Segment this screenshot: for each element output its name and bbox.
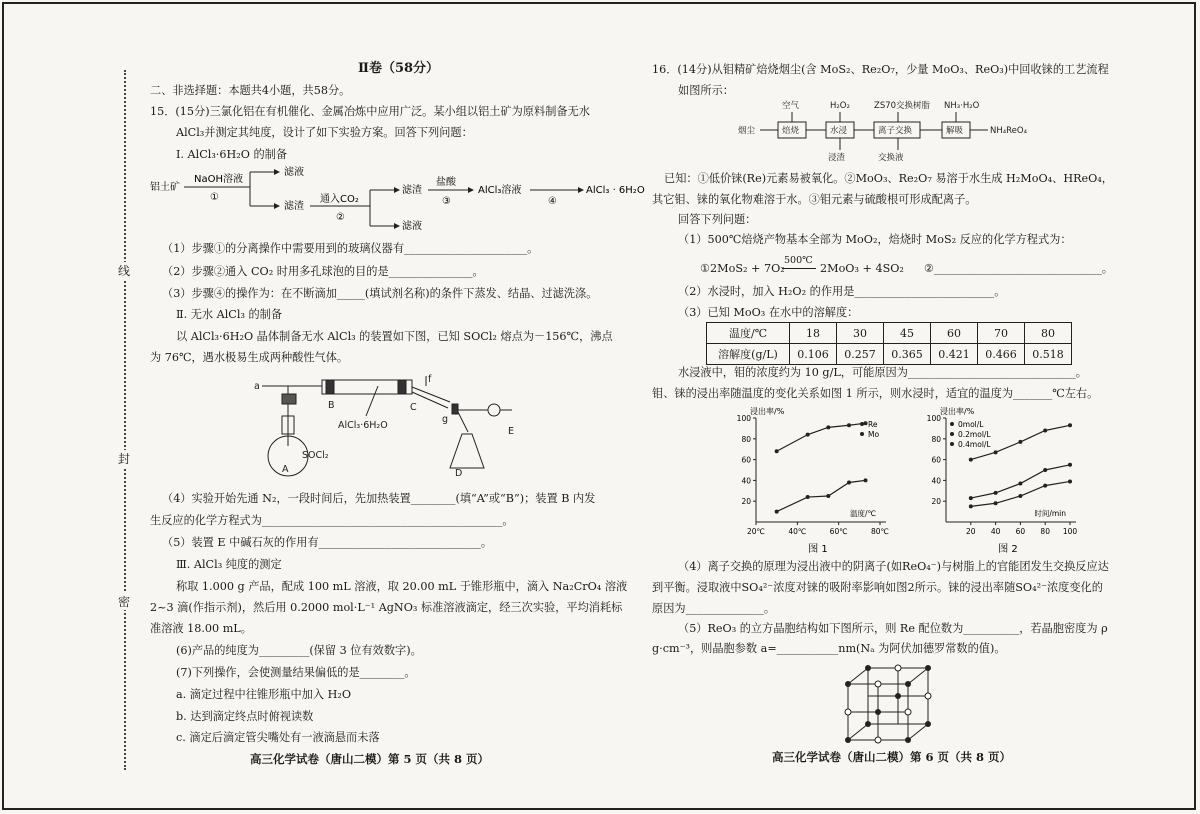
- y-tick-label: 100: [736, 414, 751, 423]
- equation-arrow: [782, 268, 816, 269]
- equation-2: ②______________________________。: [924, 262, 1114, 275]
- q16-sub5-line1: （5）ReO₃ 的立方晶胞结构如下图所示，则 Re 配位数为__________，若晶胞密度为 ρ: [678, 622, 1108, 635]
- legend-entry: Mo: [868, 430, 880, 439]
- q15-sub4-line2: 生反应的化学方程式为___________________________________________。: [150, 514, 514, 527]
- answer-intro: 回答下列问题：: [678, 213, 757, 226]
- q15-sub2: （2）步骤②通入 CO₂ 时用多孔球泡的目的是_______________。: [162, 265, 484, 278]
- y-tick-label: 100: [926, 414, 941, 423]
- temp-5: 80: [1025, 323, 1072, 344]
- x-tick-label: 20: [966, 527, 976, 536]
- x-tick-label: 100: [1062, 527, 1078, 536]
- para-line2: 钼、铼的浸出率随温度的变化关系如图 1 所示，则水浸时，适宜的温度为_______℃左右。: [652, 387, 1099, 400]
- data-point: [1068, 423, 1072, 427]
- x-tick-label: 60℃: [829, 527, 848, 536]
- data-point: [1068, 479, 1072, 483]
- data-point: [1068, 463, 1072, 467]
- x-tick-label: 40: [990, 527, 1001, 536]
- part1-heading: Ⅰ. AlCl₃·6H₂O 的制备: [176, 148, 288, 161]
- y-tick-label: 20: [931, 497, 941, 507]
- legend-entry: Re: [868, 420, 878, 429]
- legend-marker: [860, 422, 864, 426]
- flow-step4: ④: [548, 196, 557, 207]
- x-tick-label: 40℃: [788, 527, 807, 536]
- flow-in3: ZS70交换树脂: [874, 101, 931, 111]
- chart-title: 图 1: [808, 544, 828, 555]
- flow2-start: 烟尘: [738, 126, 756, 136]
- temp-1: 30: [837, 323, 884, 344]
- data-point: [994, 491, 998, 495]
- data-point: [826, 494, 830, 498]
- flow-out3: 交换液: [878, 153, 904, 163]
- data-point: [806, 433, 810, 437]
- flow-out2: 浸渣: [828, 153, 846, 163]
- y-tick-label: 20: [741, 497, 751, 507]
- rhenium-flowchart: [738, 98, 1078, 164]
- section-title: Ⅱ卷（58分）: [358, 61, 440, 76]
- reo3-unit-cell: [838, 664, 938, 744]
- solub-4: 0.466: [978, 344, 1025, 365]
- legend-marker: [950, 442, 954, 446]
- x-tick-label: 20℃: [747, 527, 765, 536]
- part2-heading: Ⅱ. 无水 AlCl₃ 的制备: [176, 308, 283, 321]
- flow-filtrate2: 滤渣: [402, 185, 422, 196]
- q16-sub4-line3: 原因为______________。: [652, 602, 776, 615]
- q15-sub4-line1: （4）实验开始先通 N₂，一段时间后，先加热装置________(填“A”或“B”)；装置 B 内发: [162, 492, 596, 505]
- data-point: [994, 450, 998, 454]
- data-point: [847, 423, 851, 427]
- flow-step1: ①: [210, 192, 219, 203]
- legend-marker: [950, 432, 954, 436]
- option-a: a. 滴定过程中往锥形瓶中加入 H₂O: [176, 688, 352, 701]
- q16-sub5-line2: g·cm⁻³，则晶胞参数 a=___________nm(Nₐ 为阿伏加德罗常数的值)。: [652, 642, 1006, 655]
- chart-figure-2: [918, 404, 1088, 554]
- part3-line2: 2~3 滴(作指示剂)，然后用 0.2000 mol·L⁻¹ AgNO₃ 标准溶液滴定，经三次实验，平均消耗标: [150, 601, 623, 614]
- solub-1: 0.257: [837, 344, 884, 365]
- q15-sub1: （1）步骤①的分离操作中需要用到的玻璃仪器有______________________。: [162, 242, 539, 255]
- legend-entry: 0.4mol/L: [958, 440, 991, 449]
- y-tick-label: 60: [741, 455, 751, 465]
- label-alcl3: AlCl₃·6H₂O: [338, 420, 388, 431]
- series-line-1: [971, 465, 1070, 498]
- label-D: D: [455, 468, 463, 479]
- equation-left: ①2MoS₂ + 7O₂: [700, 262, 785, 275]
- data-point: [775, 510, 779, 514]
- q16-sub1: （1）500℃焙烧产物基本全部为 MoO₂，焙烧时 MoS₂ 反应的化学方程式为：: [678, 233, 1072, 246]
- data-point: [969, 458, 973, 462]
- known-line1: 已知：①低价铼(Re)元素易被氧化。②MoO₃、Re₂O₇ 易溶于水生成 H₂MoO₄、HReO₄，: [664, 172, 1113, 185]
- q15-sub6: (6)产品的纯度为_________(保留 3 位有效数字)。: [176, 644, 422, 657]
- y-axis-label: 浸出率/%: [940, 407, 975, 416]
- table-header-temp: 温度/℃: [707, 323, 790, 344]
- q16-sub3: （3）已知 MoO₃ 在水中的溶解度：: [678, 306, 859, 319]
- flow-filtrate1: 滤液: [284, 167, 304, 178]
- solub-5: 0.518: [1025, 344, 1072, 365]
- apparatus-diagram: [250, 372, 530, 480]
- x-axis-label: 温度/℃: [850, 509, 876, 518]
- y-tick-label: 40: [741, 476, 751, 486]
- data-point: [969, 504, 973, 508]
- binding-line: [124, 70, 126, 770]
- flow-box3: 离子交换: [878, 126, 913, 136]
- flow-box1: 焙烧: [782, 126, 800, 136]
- flow-reagent1: NaOH溶液: [194, 174, 243, 185]
- label-C: C: [410, 402, 417, 413]
- y-axis-label: 浸出率/%: [750, 407, 785, 416]
- data-point: [1018, 440, 1022, 444]
- flow-residue2: 滤液: [402, 221, 422, 232]
- data-point: [847, 480, 851, 484]
- label-f: f: [428, 374, 432, 385]
- flow-box2: 水浸: [830, 126, 848, 136]
- solubility-table: [706, 322, 1072, 365]
- flow-product: NH₄ReO₄: [990, 126, 1028, 136]
- q16-sub4-line1: （4）离子交换的原理为浸出液中的阴离子(如ReO₄⁻)与树脂上的官能团发生交换反应达: [678, 560, 1109, 573]
- part3-heading: Ⅲ. AlCl₃ 纯度的测定: [176, 558, 282, 571]
- q16-sub4-line2: 到平衡。浸取液中SO₄²⁻浓度对铼的吸附率影响如图2所示。铼的浸出率随SO₄²⁻浓度变化的: [652, 581, 1103, 594]
- series-line-0: [777, 423, 866, 451]
- q16-line1: 16．(14分)从钼精矿焙烧烟尘(含 MoS₂、Re₂O₇，少量 MoO₃、ReO₃)中回收铼的工艺流程: [652, 63, 1109, 76]
- q16-sub2: （2）水浸时，加入 H₂O₂ 的作用是_________________________。: [678, 285, 1006, 298]
- label-A: A: [282, 464, 289, 475]
- legend-marker: [860, 432, 864, 436]
- known-line2: 其它钼、铼的氧化物难溶于水。③钼元素与硫酸根可形成配离子。: [652, 193, 977, 206]
- footer-page6: 高三化学试卷（唐山二模）第 6 页（共 8 页）: [772, 750, 1012, 764]
- y-tick-label: 80: [741, 434, 751, 444]
- binding-char-3: 密: [118, 595, 131, 609]
- data-point: [1043, 484, 1047, 488]
- flow-in2: H₂O₂: [830, 101, 850, 111]
- x-tick-label: 80: [1040, 527, 1050, 536]
- table-header-solubility: 溶解度(g/L): [707, 344, 790, 365]
- equation-condition: 500℃: [784, 255, 813, 266]
- flow-product3: AlCl₃溶液: [478, 185, 522, 196]
- solub-0: 0.106: [790, 344, 837, 365]
- binding-char-2: 封: [118, 452, 131, 466]
- legend-marker: [950, 422, 954, 426]
- q15-sub3: （3）步骤④的操作为：在不断滴加_____(填试剂名称)的条件下蒸发、结晶、过滤洗涤。: [162, 287, 598, 300]
- solub-2: 0.365: [884, 344, 931, 365]
- option-b: b. 达到滴定终点时俯视读数: [176, 710, 314, 723]
- q15-line2: AlCl₃并测定其纯度，设计了如下实验方案。回答下列问题：: [176, 126, 473, 139]
- q16-line2: 如图所示：: [678, 84, 734, 97]
- flow-product4: AlCl₃ · 6H₂O: [586, 185, 645, 196]
- legend-entry: 0.2mol/L: [958, 430, 991, 439]
- chart-title: 图 2: [998, 544, 1018, 555]
- label-a: a: [254, 381, 260, 392]
- x-axis-label: 时间/min: [1034, 509, 1066, 518]
- series-line-1: [777, 480, 866, 511]
- data-point: [1043, 428, 1047, 432]
- binding-char-1: 线: [118, 264, 131, 278]
- alcl3-flowchart: [150, 162, 645, 234]
- label-g: g: [442, 414, 449, 425]
- data-point: [1043, 468, 1047, 472]
- temp-2: 45: [884, 323, 931, 344]
- flow-in1: 空气: [782, 101, 800, 111]
- data-point: [864, 421, 868, 425]
- flow-residue1: 滤渣: [284, 201, 304, 212]
- flow-in4: NH₃·H₂O: [944, 101, 980, 111]
- legend-entry: 0mol/L: [958, 420, 984, 429]
- q15-sub7: (7)下列操作，会使测量结果偏低的是________。: [176, 666, 416, 679]
- q15-sub5: （5）装置 E 中碱石灰的作用有_____________________________。: [162, 536, 493, 549]
- equation-right: 2MoO₃ + 4SO₂: [820, 262, 904, 275]
- option-c: c. 滴定后滴定管尖嘴处有一液滴悬而未落: [176, 731, 380, 744]
- flow-step3: ③: [442, 196, 451, 207]
- q15-line1: 15．(15分)三氯化铝在有机催化、金属冶炼中应用广泛。某小组以铝土矿为原料制备无水: [150, 105, 590, 118]
- data-point: [826, 425, 830, 429]
- label-socl2: SOCl₂: [302, 450, 329, 461]
- x-tick-label: 80℃: [871, 527, 889, 536]
- temp-0: 18: [790, 323, 837, 344]
- data-point: [969, 496, 973, 500]
- y-tick-label: 80: [931, 434, 941, 444]
- flow-reagent3: 盐酸: [436, 177, 456, 188]
- flow-box4: 解吸: [946, 126, 964, 136]
- chart-figure-1: [728, 404, 898, 554]
- data-point: [994, 501, 998, 505]
- flow-step2: ②: [336, 212, 345, 223]
- part2-line1: 以 AlCl₃·6H₂O 晶体制备无水 AlCl₃ 的装置如下图，已知 SOCl₂ 熔点为－156℃，沸点: [176, 330, 613, 343]
- solub-3: 0.421: [931, 344, 978, 365]
- y-tick-label: 60: [931, 455, 941, 465]
- label-E: E: [508, 426, 515, 437]
- para-line1: 水浸液中，钼的浓度约为 10 g/L，可能原因为______________________________。: [678, 366, 1087, 379]
- part3-line1: 称取 1.000 g 产品，配成 100 mL 溶液，取 20.00 mL 于锥形瓶中，滴入 Na₂CrO₄ 溶液: [176, 580, 628, 593]
- data-point: [806, 495, 810, 499]
- data-point: [1018, 494, 1022, 498]
- data-point: [775, 449, 779, 453]
- x-tick-label: 60: [1015, 527, 1026, 536]
- flow-start: 铝土矿: [150, 182, 180, 193]
- data-point: [1018, 482, 1022, 486]
- data-point: [864, 478, 868, 482]
- temp-3: 60: [931, 323, 978, 344]
- section-intro: 二、非选择题：本题共4小题，共58分。: [150, 84, 351, 97]
- label-B: B: [328, 400, 335, 411]
- part3-line3: 准溶液 18.00 mL。: [150, 622, 252, 635]
- temp-4: 70: [978, 323, 1025, 344]
- part2-line2: 为 76℃，遇水极易生成两种酸性气体。: [150, 351, 349, 364]
- footer-page5: 高三化学试卷（唐山二模）第 5 页（共 8 页）: [250, 752, 490, 766]
- flow-reagent2: 通入CO₂: [320, 194, 359, 205]
- y-tick-label: 40: [931, 476, 941, 486]
